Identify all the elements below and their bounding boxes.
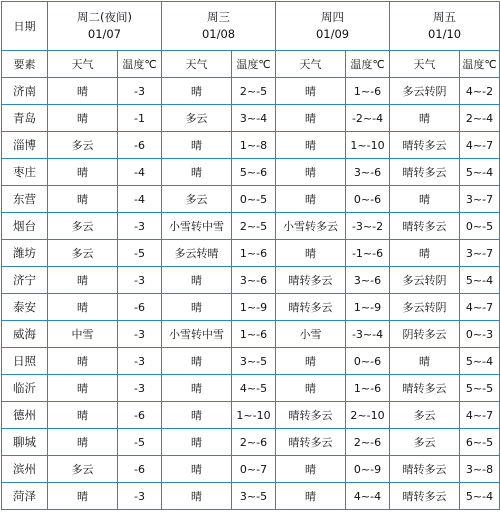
city-name: 济宁 <box>2 267 48 294</box>
temperature-cell: 2~-5 <box>232 78 276 105</box>
temperature-cell: 1~-6 <box>346 375 390 402</box>
temperature-cell: 3~-5 <box>232 483 276 510</box>
city-row <box>2 240 500 267</box>
weather-cell: 晴 <box>48 267 118 294</box>
city-row <box>2 186 500 213</box>
weather-cell: 晴 <box>162 294 232 321</box>
city-name: 威海 <box>2 321 48 348</box>
weather-cell: 多云转阴 <box>390 267 460 294</box>
temperature-column-header: 温度℃ <box>346 51 390 78</box>
day-date: 01/07 <box>87 27 122 41</box>
weather-cell: 晴 <box>162 429 232 456</box>
temperature-cell: 2~-6 <box>346 429 390 456</box>
weather-cell: 晴 <box>162 132 232 159</box>
temperature-cell: 4~-2 <box>460 78 500 105</box>
temperature-cell: 1~-9 <box>346 294 390 321</box>
temperature-cell: 2~-10 <box>346 402 390 429</box>
temperature-cell: -6 <box>118 402 162 429</box>
weather-cell: 晴 <box>48 294 118 321</box>
weather-cell: 多云 <box>390 429 460 456</box>
temperature-cell: 4~-4 <box>346 483 390 510</box>
city-row <box>2 429 500 456</box>
temperature-cell: 0~-5 <box>232 186 276 213</box>
temperature-cell: 0~-9 <box>346 456 390 483</box>
weather-cell: 晴 <box>48 402 118 429</box>
city-row <box>2 483 500 510</box>
temperature-cell: 1~-8 <box>232 132 276 159</box>
temperature-cell: 1~-9 <box>232 294 276 321</box>
weather-cell: 晴 <box>48 78 118 105</box>
temperature-cell: -3~-2 <box>346 213 390 240</box>
temperature-cell: 0~-3 <box>460 321 500 348</box>
city-name: 泰安 <box>2 294 48 321</box>
element-label: 要素 <box>2 51 48 78</box>
weather-cell: 晴 <box>276 456 346 483</box>
temperature-column-header: 温度℃ <box>460 51 500 78</box>
temperature-cell: 3~-6 <box>346 267 390 294</box>
city-row <box>2 294 500 321</box>
weather-cell: 多云转阴 <box>390 294 460 321</box>
city-name: 日照 <box>2 348 48 375</box>
city-name: 菏泽 <box>2 483 48 510</box>
temperature-column-header: 温度℃ <box>118 51 162 78</box>
weather-cell: 多云 <box>48 456 118 483</box>
day-name: 周三 <box>207 10 231 24</box>
weather-forecast-table <box>1 1 500 510</box>
weather-cell: 阴转多云 <box>390 321 460 348</box>
temperature-cell: -3 <box>118 375 162 402</box>
temperature-cell: 3~-6 <box>232 267 276 294</box>
weather-cell: 晴 <box>390 186 460 213</box>
weather-cell: 晴 <box>276 375 346 402</box>
day-header <box>162 2 276 51</box>
temperature-cell: 1~-6 <box>232 240 276 267</box>
temperature-cell: -1~-6 <box>346 240 390 267</box>
temperature-cell: -3 <box>118 78 162 105</box>
city-name: 东营 <box>2 186 48 213</box>
city-row <box>2 321 500 348</box>
temperature-cell: -6 <box>118 456 162 483</box>
weather-cell: 晴 <box>162 348 232 375</box>
city-row <box>2 132 500 159</box>
weather-cell: 晴 <box>276 348 346 375</box>
day-header <box>390 2 500 51</box>
day-date: 01/09 <box>315 27 350 41</box>
city-name: 临沂 <box>2 375 48 402</box>
temperature-cell: 3~-7 <box>460 186 500 213</box>
weather-cell: 中雪 <box>48 321 118 348</box>
city-row <box>2 78 500 105</box>
temperature-cell: -3 <box>118 321 162 348</box>
temperature-cell: 1~-10 <box>346 132 390 159</box>
temperature-cell: -6 <box>118 132 162 159</box>
temperature-cell: 4~-7 <box>460 132 500 159</box>
weather-cell: 晴 <box>276 483 346 510</box>
temperature-cell: 3~-4 <box>232 105 276 132</box>
temperature-cell: -4 <box>118 159 162 186</box>
day-name: 周二(夜间) <box>77 10 132 24</box>
weather-cell: 晴 <box>48 429 118 456</box>
city-name: 青岛 <box>2 105 48 132</box>
weather-column-header: 天气 <box>48 51 118 78</box>
temperature-column-header: 温度℃ <box>232 51 276 78</box>
weather-cell: 晴 <box>162 375 232 402</box>
city-name: 淄博 <box>2 132 48 159</box>
weather-cell: 晴转多云 <box>276 267 346 294</box>
weather-cell: 晴转多云 <box>390 456 460 483</box>
temperature-cell: 4~-5 <box>232 375 276 402</box>
temperature-cell: -3 <box>118 348 162 375</box>
temperature-cell: 0~-6 <box>346 186 390 213</box>
weather-cell: 晴 <box>276 159 346 186</box>
temperature-cell: -4 <box>118 186 162 213</box>
temperature-cell: -3 <box>118 483 162 510</box>
weather-cell: 晴转多云 <box>390 483 460 510</box>
weather-cell: 晴转多云 <box>276 402 346 429</box>
temperature-cell: 0~-7 <box>232 456 276 483</box>
weather-cell: 多云 <box>162 105 232 132</box>
weather-cell: 多云 <box>162 186 232 213</box>
temperature-cell: 3~-5 <box>232 348 276 375</box>
city-name: 潍坊 <box>2 240 48 267</box>
temperature-cell: 5~-6 <box>232 159 276 186</box>
weather-cell: 晴 <box>48 159 118 186</box>
weather-cell: 多云 <box>48 132 118 159</box>
temperature-cell: 5~-4 <box>460 348 500 375</box>
weather-cell: 晴 <box>48 375 118 402</box>
city-name: 滨州 <box>2 456 48 483</box>
temperature-cell: 5~-4 <box>460 159 500 186</box>
weather-cell: 晴 <box>162 456 232 483</box>
temperature-cell: 5~-5 <box>460 375 500 402</box>
temperature-cell: -1 <box>118 105 162 132</box>
weather-cell: 多云 <box>48 213 118 240</box>
weather-cell: 晴 <box>390 348 460 375</box>
day-name: 周五 <box>433 10 457 24</box>
weather-cell: 小雪转多云 <box>276 213 346 240</box>
weather-cell: 晴转多云 <box>390 213 460 240</box>
temperature-cell: 4~-7 <box>460 402 500 429</box>
weather-cell: 晴 <box>162 159 232 186</box>
temperature-cell: 1~-6 <box>232 321 276 348</box>
weather-cell: 晴 <box>48 186 118 213</box>
weather-cell: 晴转多云 <box>276 294 346 321</box>
day-header <box>276 2 390 51</box>
weather-cell: 晴 <box>48 105 118 132</box>
date-header-row <box>2 2 500 51</box>
temperature-cell: 3~-6 <box>346 159 390 186</box>
temperature-cell: -3 <box>118 213 162 240</box>
weather-cell: 晴 <box>276 132 346 159</box>
weather-cell: 晴 <box>276 105 346 132</box>
weather-cell: 多云转阴 <box>390 78 460 105</box>
temperature-cell: 0~-6 <box>346 348 390 375</box>
city-row <box>2 402 500 429</box>
weather-cell: 晴转多云 <box>390 375 460 402</box>
weather-cell: 多云 <box>48 240 118 267</box>
temperature-cell: 1~-10 <box>232 402 276 429</box>
weather-cell: 晴 <box>162 267 232 294</box>
day-date: 01/08 <box>201 27 236 41</box>
temperature-cell: 6~-5 <box>460 429 500 456</box>
element-header-row <box>2 51 500 78</box>
weather-cell: 晴 <box>390 240 460 267</box>
temperature-cell: 1~-6 <box>346 78 390 105</box>
temperature-cell: -6 <box>118 294 162 321</box>
city-name: 聊城 <box>2 429 48 456</box>
weather-cell: 晴 <box>48 483 118 510</box>
city-name: 枣庄 <box>2 159 48 186</box>
city-name: 济南 <box>2 78 48 105</box>
weather-column-header: 天气 <box>162 51 232 78</box>
temperature-cell: 2~-4 <box>460 105 500 132</box>
temperature-cell: 4~-7 <box>460 294 500 321</box>
city-row <box>2 105 500 132</box>
city-row <box>2 456 500 483</box>
city-row <box>2 159 500 186</box>
weather-column-header: 天气 <box>390 51 460 78</box>
weather-cell: 小雪转中雪 <box>162 213 232 240</box>
weather-cell: 晴 <box>162 483 232 510</box>
day-name: 周四 <box>321 10 345 24</box>
temperature-cell: 3~-7 <box>460 240 500 267</box>
weather-cell: 多云 <box>390 402 460 429</box>
city-row <box>2 348 500 375</box>
weather-column-header: 天气 <box>276 51 346 78</box>
day-header <box>48 2 162 51</box>
weather-cell: 晴 <box>276 78 346 105</box>
weather-cell: 晴转多云 <box>276 429 346 456</box>
temperature-cell: 2~-5 <box>232 213 276 240</box>
temperature-cell: 0~-5 <box>460 213 500 240</box>
date-label: 日期 <box>2 2 48 51</box>
weather-cell: 多云转晴 <box>162 240 232 267</box>
weather-cell: 晴 <box>162 78 232 105</box>
weather-cell: 小雪转中雪 <box>162 321 232 348</box>
temperature-cell: 5~-4 <box>460 483 500 510</box>
temperature-cell: -5 <box>118 240 162 267</box>
temperature-cell: -3~-4 <box>346 321 390 348</box>
city-row <box>2 375 500 402</box>
weather-cell: 晴转多云 <box>390 159 460 186</box>
weather-cell: 晴 <box>276 186 346 213</box>
day-date: 01/10 <box>427 27 462 41</box>
weather-cell: 晴转多云 <box>390 132 460 159</box>
weather-cell: 晴 <box>162 402 232 429</box>
weather-cell: 晴 <box>276 240 346 267</box>
temperature-cell: 2~-6 <box>232 429 276 456</box>
weather-cell: 晴 <box>48 348 118 375</box>
weather-cell: 小雪 <box>276 321 346 348</box>
city-name: 德州 <box>2 402 48 429</box>
city-name: 烟台 <box>2 213 48 240</box>
temperature-cell: -3 <box>118 267 162 294</box>
city-row <box>2 267 500 294</box>
temperature-cell: -5 <box>118 429 162 456</box>
temperature-cell: -2~-4 <box>346 105 390 132</box>
temperature-cell: 3~-8 <box>460 456 500 483</box>
temperature-cell: 5~-4 <box>460 267 500 294</box>
weather-cell: 晴 <box>390 105 460 132</box>
city-row <box>2 213 500 240</box>
